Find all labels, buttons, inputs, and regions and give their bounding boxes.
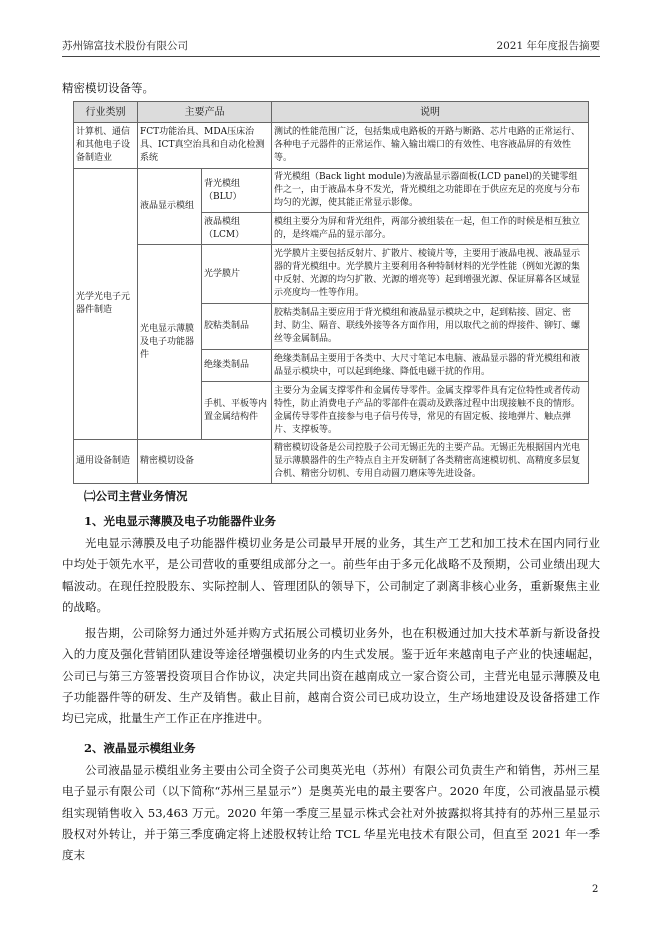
desc-cell: 模组主要分为屏和背光组件，两部分被组装在一起，但工作的时候是相互独立的，是终端产品的显示部分。 [272, 213, 589, 245]
header-product: 主要产品 [138, 102, 272, 123]
paragraph: 报告期，公司除努力通过外延并购方式拓展公司模切业务外，也在积极通过加大技术革新与新设备投入的力度及强化营销团队建设等途径增强模切业务的内生式发展。鉴于近年来越南电子产业的快速崛起，公司已与第三方签署投资项目合作协议，决定共同出资在越南成立一家合资公司，主营光电显示薄膜及电子功能器件等的研发、生产及销售。截止目前，越南合资公司已成功设立，生产场地建设及设备搭建工作均已完成，批量生产工作正在序推进中。 [62, 626, 600, 726]
product-cell: 手机、平板等内置金属结构件 [202, 382, 272, 440]
paragraph: 光电显示薄膜及电子功能器件模切业务是公司最早开展的业务，其生产工艺和加工技术在国内同行业中均处于领先水平，是公司营收的重要组成部分之一。前些年由于多元化战略不及预期，公司业绩出现大幅波动。在现任控股股东、实际控制人、管理团队的领导下，公司制定了剥离非核心业务，重新聚焦主业的战略。 [62, 536, 600, 614]
table-row [74, 245, 589, 304]
category-cell: 光学光电子元器件制造 [74, 169, 138, 440]
product-cell: 背光模组（BLU） [202, 169, 272, 213]
header-desc: 说明 [272, 102, 589, 123]
product-cell: 液晶模组（LCM） [202, 213, 272, 245]
product-cell: 胶粘类制品 [202, 304, 272, 350]
intro-text: 精密模切设备等。 [62, 81, 154, 95]
page-number: 2 [592, 884, 599, 895]
desc-cell: 测试的性能范围广泛，包括集成电路板的开路与断路、芯片电路的正常运行、各种电子元器件的正常运作、输入输出端口的有效性、电容液晶屏的有效性等。 [272, 123, 589, 169]
product-cell: 精密模切设备 [138, 440, 272, 484]
desc-cell: 绝缘类制品主要用于各类中、大尺寸笔记本电脑、液晶显示器的背光模组和液晶显示模块中，可以起到绝缘、降低电磁干扰的作用。 [272, 350, 589, 382]
header-category: 行业类别 [74, 102, 138, 123]
subsection-heading-2: 2、液晶显示模组业务 [84, 741, 196, 755]
table-header-row [74, 102, 589, 123]
sub1-paragraph-2 [62, 623, 600, 729]
section-heading: ㈡公司主营业务情况 [84, 489, 188, 503]
product-cell: FCT功能治具、MDA压床治具、ICT真空治具和自动化检测系统 [138, 123, 272, 169]
product-table [73, 101, 589, 484]
product-cell: 绝缘类制品 [202, 350, 272, 382]
company-name: 苏州锦富技术股份有限公司 [62, 40, 188, 52]
category-cell: 计算机、通信和其他电子设备制造业 [74, 123, 138, 169]
desc-cell: 背光模组（Back light module)为液晶显示器面板(LCD panel)的关键零组件之一，由于液晶本身不发光，背光模组之功能即在于供应充足的亮度与分布均匀的光源，使其能正常显示影像。 [272, 169, 589, 213]
table-row [74, 123, 589, 169]
desc-cell: 精密模切设备是公司控股子公司无锡正先的主要产品。无锡正先根据国内光电显示薄膜器件的生产特点自主开发研制了各类精密高速模切机、高精度多层复合机、精密分切机、专用自动圆刀磨床等先进设备。 [272, 440, 589, 484]
group-cell: 光电显示薄膜及电子功能器件 [138, 245, 202, 440]
desc-cell: 主要分为金属支撑零件和金属传导零件。金属支撑零件具有定位特性或者传动特性，防止消费电子产品的零部件在震动及跌落过程中出现接触不良的情形。金属传导零件直接参与电子信号传导，常见的有固定板、接地弹片、触点弹片、支撑板等。 [272, 382, 589, 440]
subsection-heading-1: 1、光电显示薄膜及电子功能器件业务 [84, 514, 276, 528]
category-cell: 通用设备制造 [74, 440, 138, 484]
desc-cell: 胶粘类制品主要应用于背光模组和液晶显示模块之中，起到粘接、固定、密封、防尘、隔音、联线外接等各方面作用，用以取代之前的焊接件、铆钉、螺丝等金属制品。 [272, 304, 589, 350]
sub1-paragraph-1 [62, 533, 600, 618]
desc-cell: 光学膜片主要包括反射片、扩散片、棱镜片等，主要用于液晶电视、液晶显示器的背光模组中。光学膜片主要利用各种特制材料的光学性能（例如光源的集中反射、光源的均匀扩散、光源的增亮等）起到增强光源、保证屏幕各区域显示亮度均一性等作用。 [272, 245, 589, 304]
group-cell: 液晶显示模组 [138, 169, 202, 245]
table-row [74, 440, 589, 484]
report-title: 2021 年年度报告摘要 [496, 40, 600, 52]
product-cell: 光学膜片 [202, 245, 272, 304]
page-header [62, 38, 600, 57]
paragraph: 公司液晶显示模组业务主要由公司全资子公司奥英光电（苏州）有限公司负责生产和销售，苏州三星电子显示有限公司（以下简称“苏州三星显示”）是奥英光电的最主要客户。2020 年度，公司液晶显示模组实现销售收入 53,463 万元。2020 年第一季度三星显示株式会社对外披露拟将其持有的苏州三星显示股权对外转让，并于第三季度确定将上述股权转让给 TCL 华星光电技术有限公司，但直至 2021 年一季度末 [62, 763, 600, 863]
table-row [74, 169, 589, 213]
sub2-paragraph-1 [62, 760, 600, 866]
